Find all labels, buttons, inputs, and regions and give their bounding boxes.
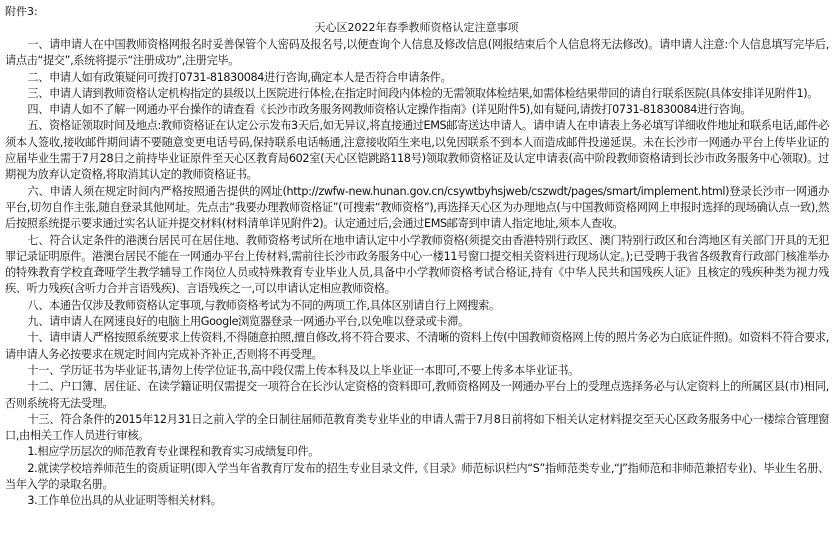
paragraph-13: 十三、符合条件的2015年12月31日之前入学的全日制往届师范教育类专业毕业的申请人需于7月8日前将如下相关认定材料提交至天心区政务服务中心一楼综合管理窗口,由相关工作人员进行审核。 (5, 412, 829, 443)
sub-item-1: 1.相应学历层次的师范教育专业课程和教育实习成绩复印件。 (27, 445, 320, 459)
document-title: 天心区2022年春季教师资格认定注意事项 (314, 21, 519, 34)
attachment-label: 附件3: (5, 5, 38, 18)
paragraph-3: 三、申请人请到教师资格认定机构指定的县级以上医院进行体检,在指定时间段内体检的无需领取体检结果,如需体检结果带回的请自行联系医院(具体安排详见附件1)。 (27, 86, 819, 100)
paragraph-11: 十一、学历证书为毕业证书,请勿上传学位证书,高中段仅需上传本科及以上毕业证一本即可,不要上传多本毕业证书。 (27, 363, 579, 377)
sub-item-2: 2.就读学校培养师范生的资质证明(即入学当年省教育厅发布的招生专业目录文件,《目录》师范标识栏内“S”指师范类专业,“J”指师范和非师范兼招专业)、毕业生名册、当年入学的录取名册。 (5, 461, 829, 492)
paragraph-5: 五、资格证领取时间及地点:教师资格证在认定公示发布3天后,如无异议,将直接通过EMS邮寄送达申请人。请申请人在申请表上务必填写详细收件地址和联系电话,邮件必须本人签收,接收邮件期间请不要随意变更电话号码,保持联系电话畅通,注意接收陌生来电,以免因联系不到本人而造成邮件投递延误。未在长沙市一网通办平台上传毕业证的应届毕业生需于7月28日之前持毕业证原件至天心区教育局602室(天心区铠跳路118号)领取教师资格证及认定申请表(高中阶段教师资格请到长沙市政务服务中心领取)。过期视为放弃认定资格,将取消其认定的教师资格证书。 (5, 119, 829, 182)
paragraph-6: 六、申请人须在规定时间内严格按照通告提供的网址(http://zwfw-new.hunan.gov.cn/csywtbyhsjweb/cszwdt/pages/smart/implement.html)登录长沙市一网通办平台,切勿自作主张,随自登录其他网址。先点击“我要办理教师资格证”(可搜索“教师资格”),再选择天心区为办理地点(与中国教师资格网网上申报时选择的现场确认点一致),然后按照系统提示要求通过实名认证并提交材料(材料清单详见附件2)。认定通过后,会通过EMS邮寄到申请人指定地址,须本人查收。 (5, 184, 829, 231)
paragraph-8: 八、本通告仅涉及教师资格认定事项,与教师资格考试为不同的两项工作,具体区别请自行上网搜索。 (27, 298, 500, 312)
sub-item-3: 3.工作单位出具的从业证明等相关材料。 (27, 494, 222, 508)
paragraph-2: 二、申请人如有政策疑问可拨打0731-81830084进行咨询,确定本人是否符合申请条件。 (27, 70, 452, 84)
paragraph-10: 十、请申请人严格按照系统要求上传资料,不得随意拍照,擅自修改,将不符合要求、不清晰的资料上传(中国教师资格网上传的照片务必为白底证件照)。如资料不符合要求,请申请人务必按要求在规定时间内完成补齐补正,否则将不再受理。 (5, 331, 829, 361)
paragraph-7: 七、符合认定条件的港澳台居民可在居住地、教师资格考试所在地申请认定中小学教师资格(须提交由香港特别行政区、澳门特别行政区和台湾地区有关部门开具的无犯罪记录证明原件。港澳台居民不能在一网通办平台上传材料,需前往长沙市政务服务中心一楼11号窗口提交相关资料进行现场认定。);已受聘于我省各级教育行政部门核准举办的特殊教育学校直聋哑学生教学辅导工作岗位人员或特殊教育专业毕业人员,具备中小学教师资格考试合格证,持有《中华人民共和国残疾人证》且核定的残疾种类为视力残疾、听力残疾(含听力合并言语残疾)、言语残疾之一,可以申请认定相应教师资格。 (5, 233, 829, 296)
paragraph-1: 一、请申请人在中国教师资格网报名时妥善保管个人密码及报名号,以便查询个人信息及修改信息(网报结束后个人信息将无法修改)。请申请人注意:个人信息填写完毕后,请点击“提交”,系统将提示“注册成功”,注册完毕。 (5, 38, 829, 68)
paragraph-9: 九、请申请人在网速良好的电脑上用Google浏览器登录一网通办平台,以免唯以登录或卡滞。 (27, 315, 469, 329)
paragraph-12: 十二、户口簿、居住证、在读学籍证明仅需提交一项符合在长沙认定资格的资料即可,教师资格网及一网通办平台上的受理点选择务必与认定资料上的所属区县(市)相同,否则系统将无法受理。 (5, 380, 829, 410)
paragraph-4: 四、申请人如不了解一网通办平台操作的请查看《长沙市政务服务网教师资格认定操作指南》(详见附件5),如有疑问,请拨打0731-81830084进行咨询。 (27, 103, 752, 117)
document-body (5, 37, 829, 510)
